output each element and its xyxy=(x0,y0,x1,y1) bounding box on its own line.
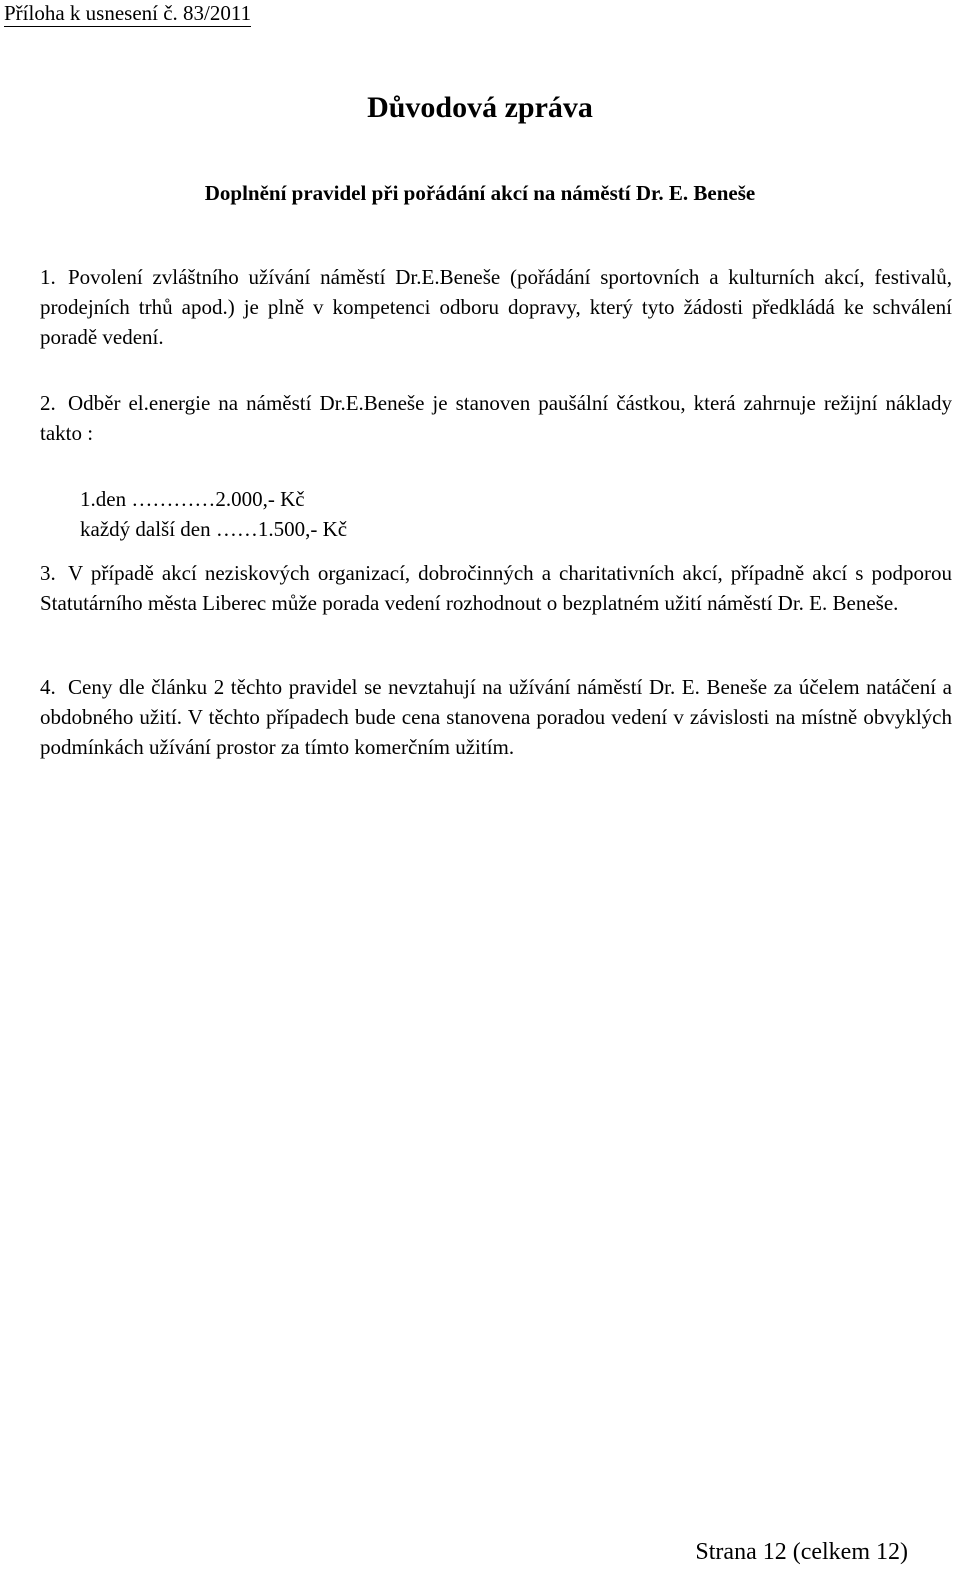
fee-row xyxy=(80,514,347,544)
section-text-content: V případě akcí neziskových organizací, dobročinných a charitativních akcí, případně akcí s podporou Statutárního města Liberec může porada vedení rozhodnout o bezplatném užití náměstí Dr. E. Beneše. xyxy=(40,561,952,615)
section-text xyxy=(40,558,952,618)
section-2 xyxy=(40,388,952,448)
section-text-content: Odběr el.energie na náměstí Dr.E.Beneše je stanoven paušální částkou, která zahrnuje režijní náklady takto : xyxy=(40,391,952,445)
fee-label: každý další den …… xyxy=(80,517,258,541)
fee-price: 2.000,- Kč xyxy=(215,487,305,511)
section-text-content: Ceny dle článku 2 těchto pravidel se nevztahují na užívání náměstí Dr. E. Beneše za účelem natáčení a obdobného užití. V těchto případech bude cena stanovena poradou vedení v závislosti na místně obvyklých podmínkách užívání prostor za tímto komerčním užitím. xyxy=(40,675,952,759)
section-number: 4. xyxy=(40,675,56,699)
section-text xyxy=(40,262,952,352)
fee-list xyxy=(80,484,347,544)
section-text xyxy=(40,388,952,448)
section-text-content: Povolení zvláštního užívání náměstí Dr.E.Beneše (pořádání sportovních a kulturních akcí, festivalů, prodejních trhů apod.) je plně v kompetenci odboru dopravy, který tyto žádosti předkládá ke schválení poradě vedení. xyxy=(40,265,952,349)
header-note: Příloha k usnesení č. 83/2011 xyxy=(4,1,252,25)
page-footer: Strana 12 (celkem 12) xyxy=(695,1539,908,1565)
section-3 xyxy=(40,558,952,618)
fee-price: 1.500,- Kč xyxy=(257,517,348,541)
section-number: 2. xyxy=(40,391,56,415)
fee-label: 1.den ………… xyxy=(80,487,216,511)
document-title: Důvodová zpráva xyxy=(367,91,593,124)
document-subtitle: Doplnění pravidel při pořádání akcí na náměstí Dr. E. Beneše xyxy=(204,181,756,205)
section-4 xyxy=(40,672,952,762)
fee-row xyxy=(80,484,347,514)
section-number: 3. xyxy=(40,561,56,585)
section-1 xyxy=(40,262,952,352)
section-number: 1. xyxy=(40,265,56,289)
section-text xyxy=(40,672,952,762)
